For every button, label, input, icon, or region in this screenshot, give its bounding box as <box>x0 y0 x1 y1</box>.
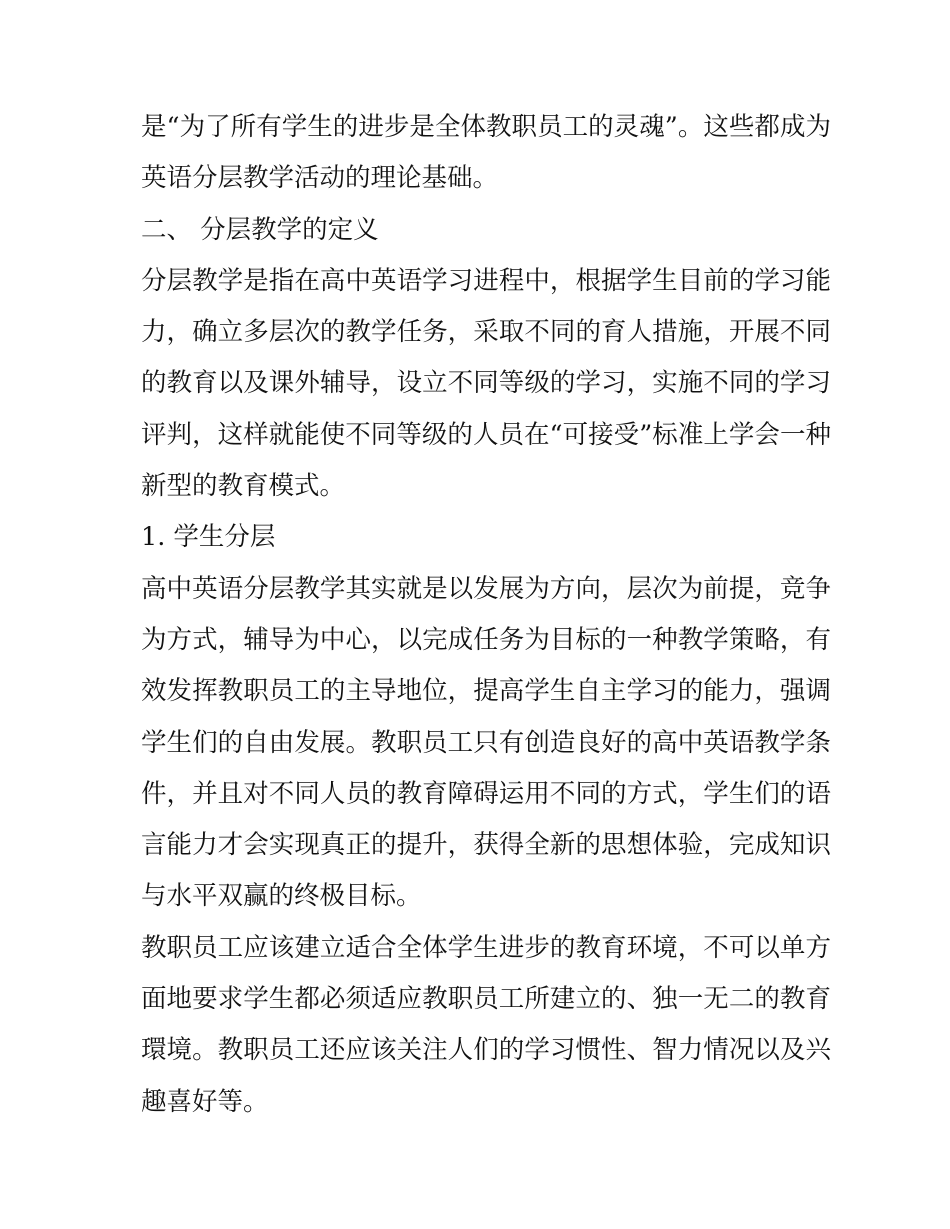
subsection-heading-student-layering: 1. 学生分层 <box>141 522 276 553</box>
paragraph-definition: 分层教学是指在高中英语学习进程中，根据学生目前的学习能力，确立多层次的教学任务，采取不同的育人措施，开展不同的教育以及课外辅导，设立不同等级的学习，实施不同的学习评判，这样就能使不同等级的人员在“可接受”标准上学会一种新型的教育模式。 <box>141 265 831 502</box>
paragraph-teaching-strategy: 高中英语分层教学其实就是以发展为方向，层次为前提，竞争为方式，辅导为中心，以完成任务为目标的一种教学策略，有效发挥教职员工的主导地位，提高学生自主学习的能力，强调学生们的自由发展。教职员工只有创造良好的高中英语教学条件，并且对不同人员的教育障碍运用不同的方式，学生们的语言能力才会实现真正的提升，获得全新的思想体验，完成知识与水平双赢的终极目标。 <box>141 573 831 912</box>
paragraph-continuation: 是“为了所有学生的进步是全体教职员工的灵魂”。这些都成为英语分层教学活动的理论基础。 <box>141 112 831 194</box>
section-heading-definition: 二、 分层教学的定义 <box>141 214 379 245</box>
document-body <box>141 102 831 1128</box>
paragraph-learning-environment: 教职员工应该建立适合全体学生进步的教育环境，不可以单方面地要求学生都必须适应教职员工所建立的、独一无二的教育環境。教职员工还应该关注人们的学习惯性、智力情况以及兴趣喜好等。 <box>141 932 831 1117</box>
